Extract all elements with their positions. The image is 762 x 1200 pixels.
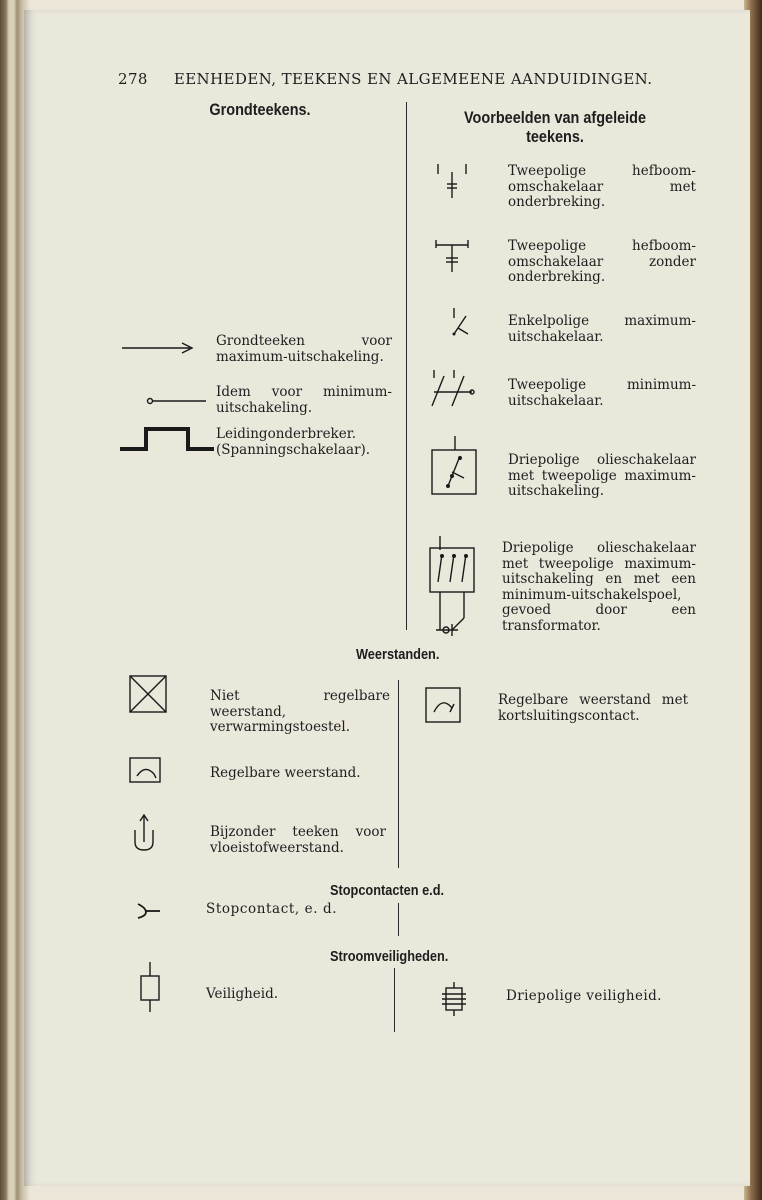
breaker-symbol-icon [120,425,216,453]
weerstand-left-3: Bijzonder teeken voor vloeistofweerstand. [210,824,386,856]
socket-icon [136,900,166,920]
right-item-4: Tweepolige minimum-uitschakelaar. [508,377,696,409]
left-item-2: Idem voor minimum-uitschakeling. [216,384,392,416]
fixed-resistor-icon [128,674,168,714]
minimum-release-symbol-icon [144,394,214,408]
right-item-2: Tweepolige hefboom-omschakelaar zonder onderbreking. [508,238,696,285]
column-divider-stopcontact [398,903,399,936]
two-pole-switch-interruption-icon [434,160,474,200]
left-item-3: Leidingonderbreker. (Spanningschakelaar). [216,426,371,458]
right-item-5: Driepolige olieschakelaar met tweepolige maximum-uitschakeling. [508,452,696,499]
weerstand-left-2: Regelbare weerstand. [210,765,361,781]
right-item-1: Tweepolige hefboom-omschakelaar met onderbreking. [508,163,696,210]
liquid-resistor-icon [132,812,158,852]
three-pole-fuse-icon [442,982,466,1018]
adjustable-resistor-icon [128,756,164,786]
running-head-title: EENHEDEN, TEEKENS EN ALGEMEENE AANDUIDINGEN. [173,70,653,88]
fuse-icon [138,962,164,1014]
stopcontacten-heading: Stopcontacten e.d. [330,882,445,899]
three-pole-oil-switch-icon [430,436,480,498]
weerstanden-heading: Weerstanden. [356,646,440,663]
page-number: 278 [118,70,148,88]
veiligheid-right: Driepolige veiligheid. [506,988,662,1004]
two-pole-switch-no-interruption-icon [434,236,474,280]
stopcontact-item: Stopcontact, e. d. [206,901,338,917]
column-divider [406,102,407,630]
adjustable-resistor-short-circuit-icon [424,686,464,724]
left-heading: Grondteekens. [209,100,311,119]
three-pole-oil-switch-transformer-icon [428,536,478,638]
right-item-6: Driepolige olieschakelaar met tweepolige maximum-uitschakeling en met een minimum-uitschakelspoel, gevoed door een transformator. [502,540,696,634]
column-divider-veiligheid [394,968,395,1032]
veiligheid-left: Veiligheid. [206,986,279,1002]
column-divider-weerstanden [398,680,399,868]
two-pole-min-switch-icon [428,368,478,412]
weerstand-left-1: Niet regelbare weerstand, verwarmingstoestel. [210,688,390,735]
stroomveiligheden-heading: Stroomveiligheden. [330,948,449,965]
weerstand-right: Regelbare weerstand met kortsluitingscontact. [498,692,688,724]
right-heading: Voorbeelden van afgeleide teekens. [463,108,647,146]
left-item-1: Grondteeken voor maximum-uitschakeling. [216,333,392,365]
right-item-3: Enkelpolige maximum-uitschakelaar. [508,313,696,345]
single-pole-max-switch-icon [444,306,474,340]
running-head [118,70,652,88]
arrow-symbol-icon [122,340,202,356]
